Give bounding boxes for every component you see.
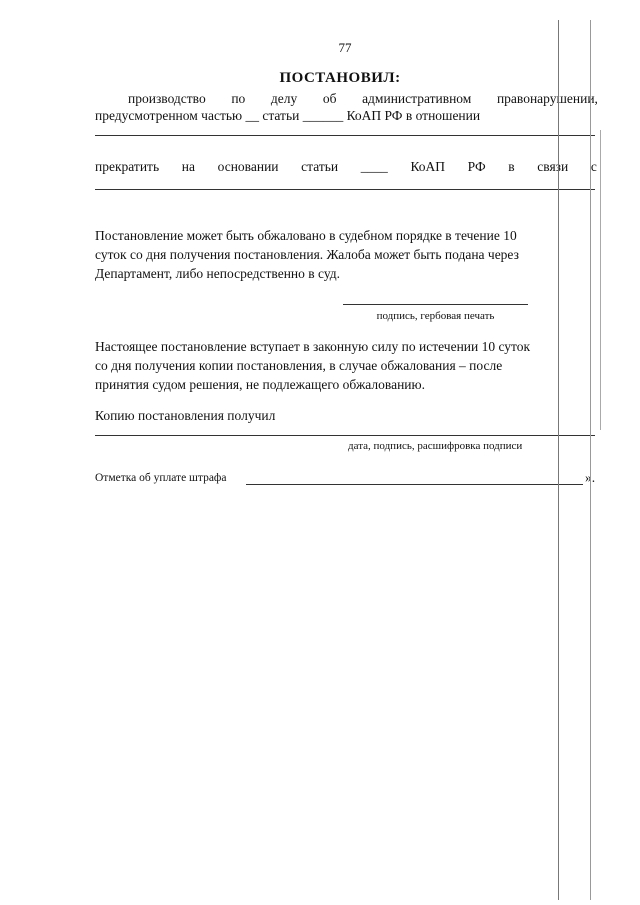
terminate-word: в	[508, 159, 515, 174]
terminate-word: связи	[537, 159, 569, 174]
payment-label: Отметка об уплате штрафа	[95, 472, 227, 484]
signature-caption: подпись, гербовая печать	[376, 310, 495, 322]
effect-line-1: Настоящее постановление вступает в законную силу по истечении 10 суток	[95, 339, 531, 354]
appeal-line-2: суток со дня получения постановления. Жалоба может быть подана через	[95, 247, 519, 262]
effect-line-3: принятия судом решения, не подлежащего обжалованию.	[95, 377, 425, 392]
terminate-line	[95, 159, 597, 175]
scan-artifact-line	[600, 130, 601, 430]
appeal-line-3: Департамент, либо непосредственно в суд.	[95, 266, 340, 281]
ruling-word: об	[322, 91, 337, 106]
payment-line	[246, 484, 583, 485]
copy-signature-line	[95, 435, 595, 436]
ruling-word: делу	[270, 91, 298, 106]
terminate-word: ____	[360, 159, 388, 174]
effect-line-2: со дня получения копии постановления, в случае обжалования – после	[95, 358, 503, 373]
blank-line-person	[95, 135, 595, 136]
copy-received: Копию постановления получил	[95, 408, 276, 423]
ruling-line-1	[128, 91, 598, 107]
page-number: 77	[338, 40, 352, 55]
terminate-word: основании	[217, 159, 279, 174]
terminate-word: КоАП	[410, 159, 446, 174]
ruling-word: административном	[362, 91, 472, 106]
signature-line	[343, 304, 528, 305]
terminate-word: статьи	[301, 159, 339, 174]
blank-line-reason	[95, 189, 595, 190]
document-heading: ПОСТАНОВИЛ:	[279, 70, 401, 86]
terminate-word: с	[590, 159, 597, 174]
ruling-word: по	[231, 91, 246, 106]
appeal-line-1: Постановление может быть обжаловано в судебном порядке в течение 10	[95, 228, 517, 243]
scan-artifact-line	[558, 20, 559, 900]
ruling-line-2: предусмотренном частью __ статьи ______ КоАП РФ в отношении	[95, 108, 481, 123]
payment-closing: ».	[585, 470, 596, 485]
terminate-word: РФ	[467, 159, 486, 174]
terminate-word: прекратить	[95, 159, 160, 174]
ruling-word: производство	[128, 91, 206, 106]
ruling-word: правонарушении,	[496, 91, 598, 106]
scan-artifact-line	[590, 20, 591, 900]
copy-caption: дата, подпись, расшифровка подписи	[348, 440, 523, 452]
terminate-word: на	[181, 159, 195, 174]
